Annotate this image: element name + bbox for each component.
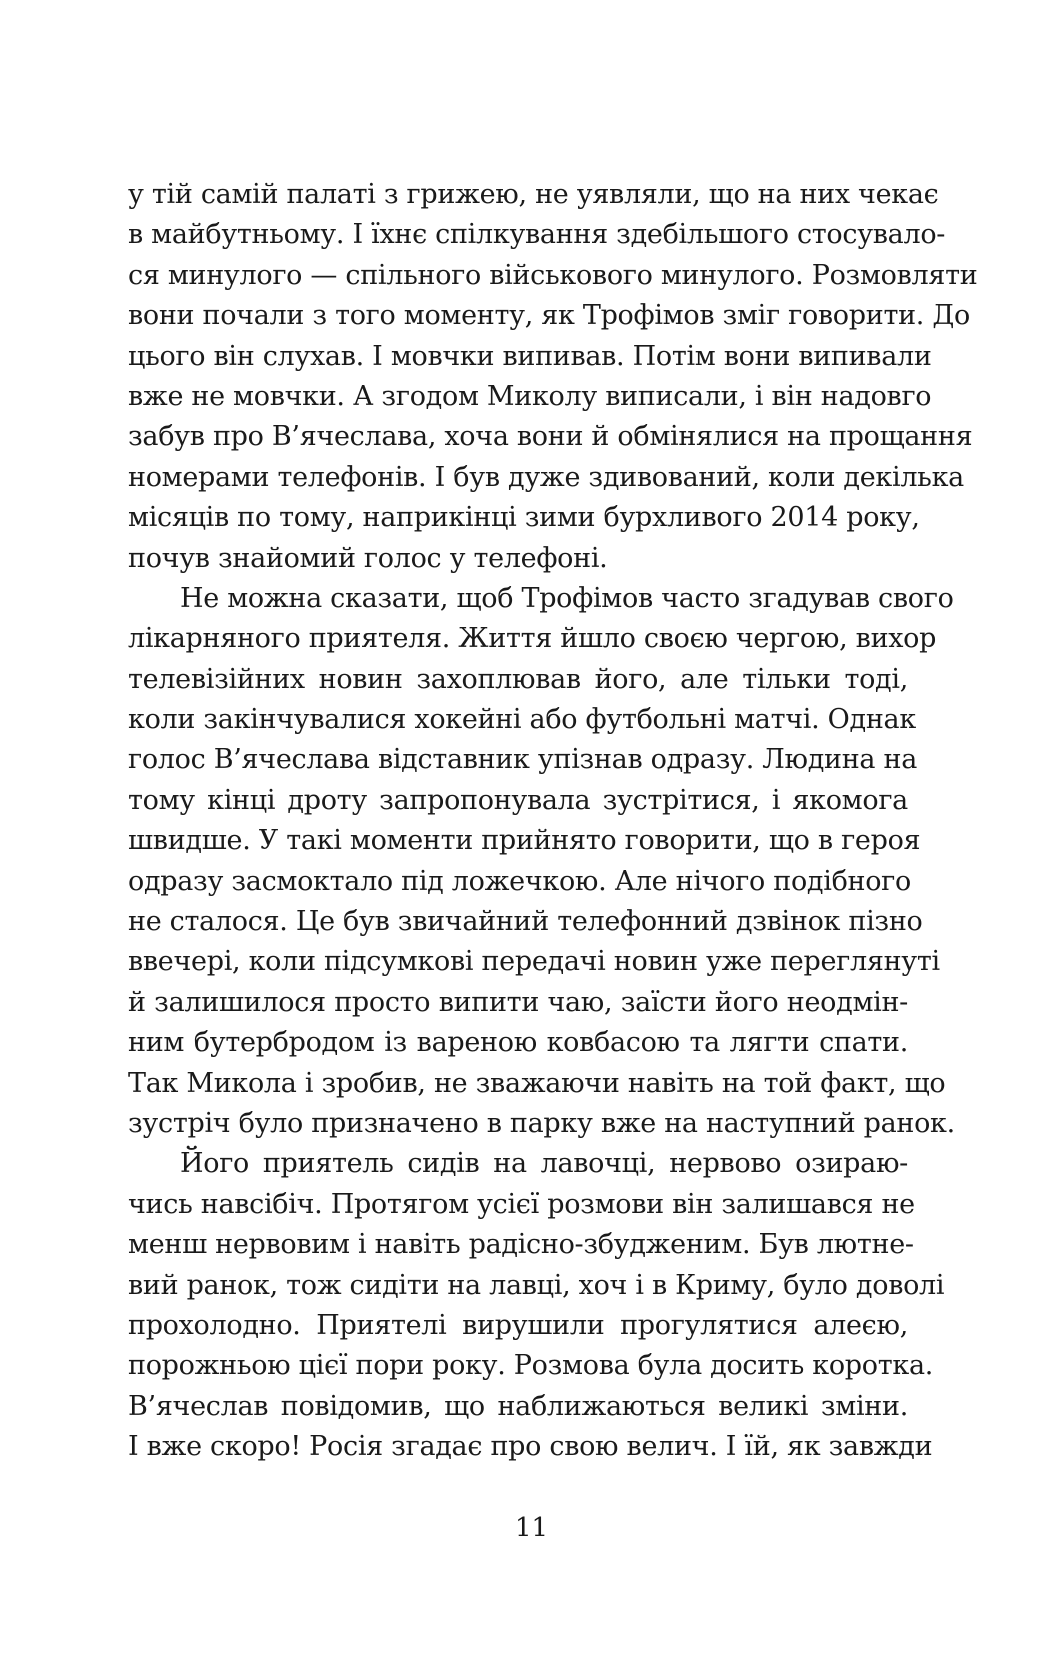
text-line: ним бутербродом із вареною ковбасою та лягти спати. bbox=[128, 1027, 908, 1059]
text-line: вий ранок, тож сидіти на лавці, хоч і в Криму, було доволі bbox=[128, 1269, 945, 1301]
text-line: В’ячеслав повідомив, що наближаються великі зміни. bbox=[128, 1390, 908, 1422]
text-line: лікарняного приятеля. Життя йшло своєю чергою, вихор bbox=[128, 623, 937, 655]
text-line: ся минулого — спільного військового минулого. Розмовляти bbox=[128, 259, 978, 291]
text-line: й залишилося просто випити чаю, заїсти його неодмін- bbox=[128, 986, 908, 1018]
text-line: в майбутньому. І їхнє спілкування здебільшого стосувало- bbox=[128, 219, 946, 251]
text-line: Так Микола і зробив, не зважаючи навіть на той факт, що bbox=[128, 1067, 946, 1099]
text-line: чись навсібіч. Протягом усієї розмови він залишався не bbox=[128, 1188, 915, 1220]
text-line: І вже скоро! Росія згадає про свою велич. І їй, як завжди bbox=[128, 1431, 933, 1463]
text-line: зустріч було призначено в парку вже на наступний ранок. bbox=[128, 1107, 955, 1139]
text-line: вони почали з того моменту, як Трофімов зміг говорити. До bbox=[128, 300, 970, 332]
text-line: у тій самій палаті з грижею, не уявляли, що на них чекає bbox=[128, 179, 939, 210]
text-line: не сталося. Це був звичайний телефонний дзвінок пізно bbox=[128, 906, 923, 938]
text-line: телевізійних новин захоплював його, але тільки тоді, bbox=[128, 663, 908, 695]
body-text bbox=[128, 175, 978, 1468]
text-line: порожньою цієї пори року. Розмова була досить коротка. bbox=[128, 1350, 934, 1382]
text-line: ввечері, коли підсумкові передачі новин уже переглянуті bbox=[128, 946, 940, 978]
text-line: вже не мовчки. А згодом Миколу виписали, і він надовго bbox=[128, 380, 932, 412]
text-line: прохолодно. Приятелі вирушили прогулятися алеєю, bbox=[128, 1309, 908, 1341]
text-line: цього він слухав. І мовчки випивав. Потім вони випивали bbox=[128, 340, 932, 372]
text-line: номерами телефонів. І був дуже здивований, коли декілька bbox=[128, 461, 964, 493]
text-line: тому кінці дроту запропонувала зустрітися, і якомога bbox=[128, 784, 908, 816]
paragraph-first-line: Не можна сказати, щоб Трофімов часто згадував свого bbox=[180, 582, 954, 614]
page-number: 11 bbox=[514, 1513, 549, 1543]
paragraph-first-line: Його приятель сидів на лавочці, нервово озираю- bbox=[180, 1148, 908, 1180]
text-line: одразу засмоктало під ложечкою. Але нічого подібного bbox=[128, 865, 911, 897]
text-line: місяців по тому, наприкінці зими бурхливого 2014 року, bbox=[128, 502, 920, 534]
text-line: голос В’ячеслава відставник упізнав одразу. Людина на bbox=[128, 744, 917, 776]
text-line: коли закінчувалися хокейні або футбольні матчі. Однак bbox=[128, 704, 916, 736]
text-line: швидше. У такі моменти прийнято говорити, що в героя bbox=[128, 825, 921, 857]
text-line: забув про В’ячеслава, хоча вони й обмінялися на прощання bbox=[128, 421, 973, 453]
text-line: менш нервовим і навіть радісно-збудженим. Був лютне- bbox=[128, 1229, 914, 1261]
text-line: почув знайомий голос у телефоні. bbox=[128, 542, 608, 574]
